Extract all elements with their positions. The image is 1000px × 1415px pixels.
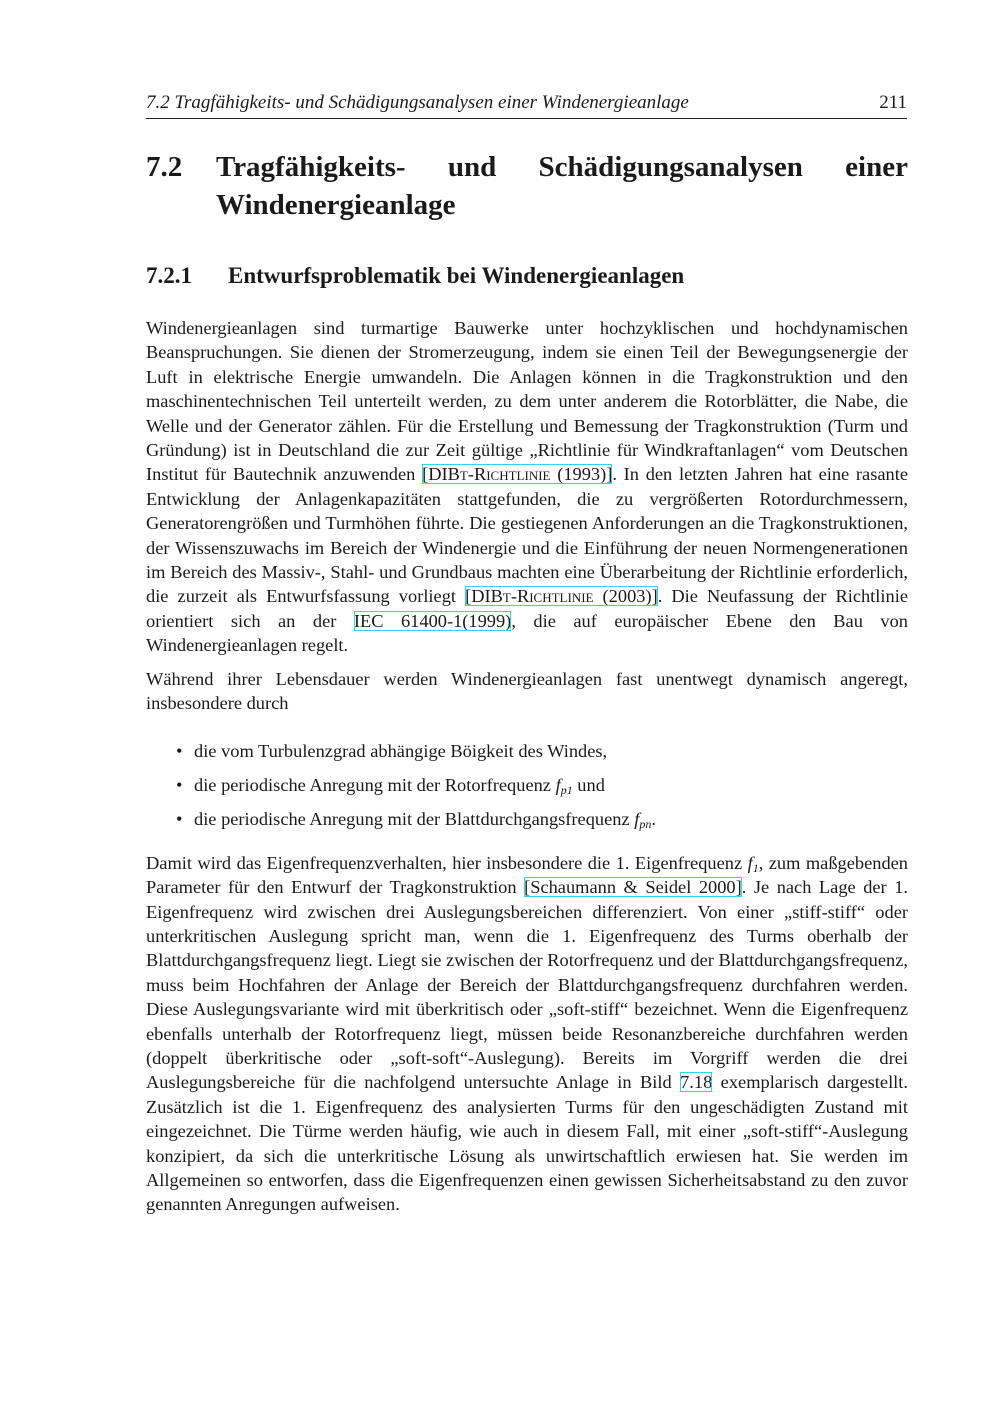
citation-link-dibt-2003[interactable]: [DIBt-Richtlinie (2003)] (465, 586, 658, 607)
paragraph-text: , die auf europäischer Ebene den Bau von Windenergieanlagen regelt. (146, 610, 908, 656)
section-title-line1 (216, 148, 908, 186)
section-title-word: Tragfähigkeits- (216, 151, 406, 183)
section-title (216, 148, 908, 224)
section-heading (146, 148, 908, 224)
paragraph-text: . Die Neufassung der Richtlinie orientiert sich an der (146, 586, 908, 631)
citation-link-dibt-1993[interactable]: [DIBt-Richtlinie (1993)] (422, 464, 613, 485)
excitation-list (146, 739, 908, 832)
paragraph-text: Damit wird das Eigenfrequenzverhalten, hier insbesondere die 1. Eigenfrequenz (146, 852, 748, 873)
list-item-text: die vom Turbulenzgrad abhängige Böigkeit des Windes, (194, 740, 608, 761)
section-title-line2: Windenergieanlage (216, 189, 456, 221)
list-item (176, 807, 908, 831)
subsection-title: Entwurfsproblematik bei Windenergieanlagen (228, 263, 685, 288)
running-header-title: 7.2 Tragfähigkeits- und Schädigungsanalysen einer Windenergieanlage (146, 92, 689, 113)
section-title-word: einer (845, 151, 908, 183)
subsection-heading (146, 261, 908, 291)
list-item (176, 773, 908, 797)
citation-link-schaumann[interactable]: [Schaumann & Seidel 2000] (524, 877, 742, 898)
subsection-number: 7.2.1 (146, 263, 192, 288)
paragraph-text: exemplarisch dargestellt. Zusätzlich ist die 1. Eigenfrequenz des analysierten Turms für den ungeschädigten Zustand mit eingezeichnet. Die Türme werden häufig, wie auch in diesem Fall, mit einer „soft-stiff“-Auslegung konzipiert, da sich die unterkritische Lösung als unwirtschaftlich erwiesen hat. Sie werden im Allgemeinen so entworfen, dass die Eigenfrequenzen einen gewissen Sicherheitsabstand zu den zuvor genannten Anregungen aufweisen. (146, 1072, 908, 1215)
section-title-word: und (447, 151, 497, 183)
math-symbol: f (555, 774, 561, 795)
running-header (146, 92, 907, 119)
list-item-text: die periodische Anregung mit der Blattdurchgangsfrequenz (194, 809, 635, 830)
paragraph-2: Während ihrer Lebensdauer werden Windenergieanlagen fast unentwegt dynamisch angeregt, insbesondere durch (146, 668, 908, 714)
math-subscript: p1 (560, 782, 573, 797)
list-item-text: die periodische Anregung mit der Rotorfrequenz (194, 774, 556, 795)
section-title-word: Schädigungsanalysen (538, 151, 803, 183)
math-symbol: f (747, 852, 753, 873)
paragraph-1 (146, 316, 908, 658)
paragraph-text: . Je nach Lage der 1. Eigenfrequenz wird zwischen drei Auslegungsbereichen differenziert. Von einer „stiff-stiff“ oder unterkritischen Auslegung spricht man, wenn die 1. Eigenfrequenz des Turms oberhalb der Blattdurchgangsfrequenz liegt. Liegt sie zwischen der Rotorfrequenz und der Blattdurchgangsfrequenz, muss beim Hochfahren der Anlage der Bereich der Blattdurchgangsfrequenz durchfahren werden. Diese Auslegungsvariante wird mit überkritisch oder „soft-stiff“ bezeichnet. Wenn die Eigenfrequenz ebenfalls unterhalb der Rotorfrequenz liegt, müssen beide Resonanzbereiche durchfahren werden (doppelt überkritische oder „soft-soft“-Auslegung). Bereits im Vorgriff werden die drei Auslegungsbereiche für die nachfolgend untersuchte Anlage in Bild (146, 877, 908, 1093)
body-content (146, 148, 908, 1217)
list-item (176, 739, 908, 763)
section-number: 7.2 (146, 151, 183, 183)
citation-link-iec[interactable]: IEC 61400-1(1999) (353, 610, 512, 631)
page-number: 211 (879, 92, 907, 113)
paragraph-text: . In den letzten Jahren hat eine rasante Entwicklung der Anlagenkapazitäten stattgefunden, die zu vergrößerten Rotordurchmessern, Generatorengrößen und Turmhöhen führte. Die gestiegenen Anforderungen an die Tragkonstruktionen, der Wissenszuwachs im Bereich der Windenergie und die Einführung der neuen Normengenerationen im Bereich des Massiv-, Stahl- und Grundbaus machten eine Überarbeitung der Richtlinie erforderlich, die zurzeit als Entwurfsfassung vorliegt (146, 464, 908, 607)
paragraph-3 (146, 851, 908, 1217)
paragraph-text: , zum maßgebenden Parameter für den Entwurf der Tragkonstruktion (146, 852, 908, 898)
math-subscript: 1 (752, 860, 759, 875)
figure-link-7-18[interactable]: 7.18 (680, 1072, 713, 1093)
math-subscript: pn (639, 817, 652, 832)
list-item-text: . (651, 809, 656, 830)
list-item-text: und (572, 774, 605, 795)
math-symbol: f (634, 809, 640, 830)
paragraph-text: Windenergieanlagen sind turmartige Bauwerke unter hochzyklischen und hochdynamischen Beanspruchungen. Sie dienen der Stromerzeugung, indem sie einen Teil der Bewegungsenergie der Luft in elektrische Energie umwandeln. Die Anlagen können in die Tragkonstruktion und den maschinentechnischen Teil unterteilt werden, zu dem unter anderem die Rotorblätter, die Nabe, die Welle und der Generator zählen. Für die Erstellung und Bemessung der Tragkonstruktion (Turm und Gründung) ist in Deutschland die zur Zeit gültige „Richtlinie für Windkraftanlagen“ vom Deutschen Institut für Bautechnik anzuwenden (146, 318, 908, 485)
